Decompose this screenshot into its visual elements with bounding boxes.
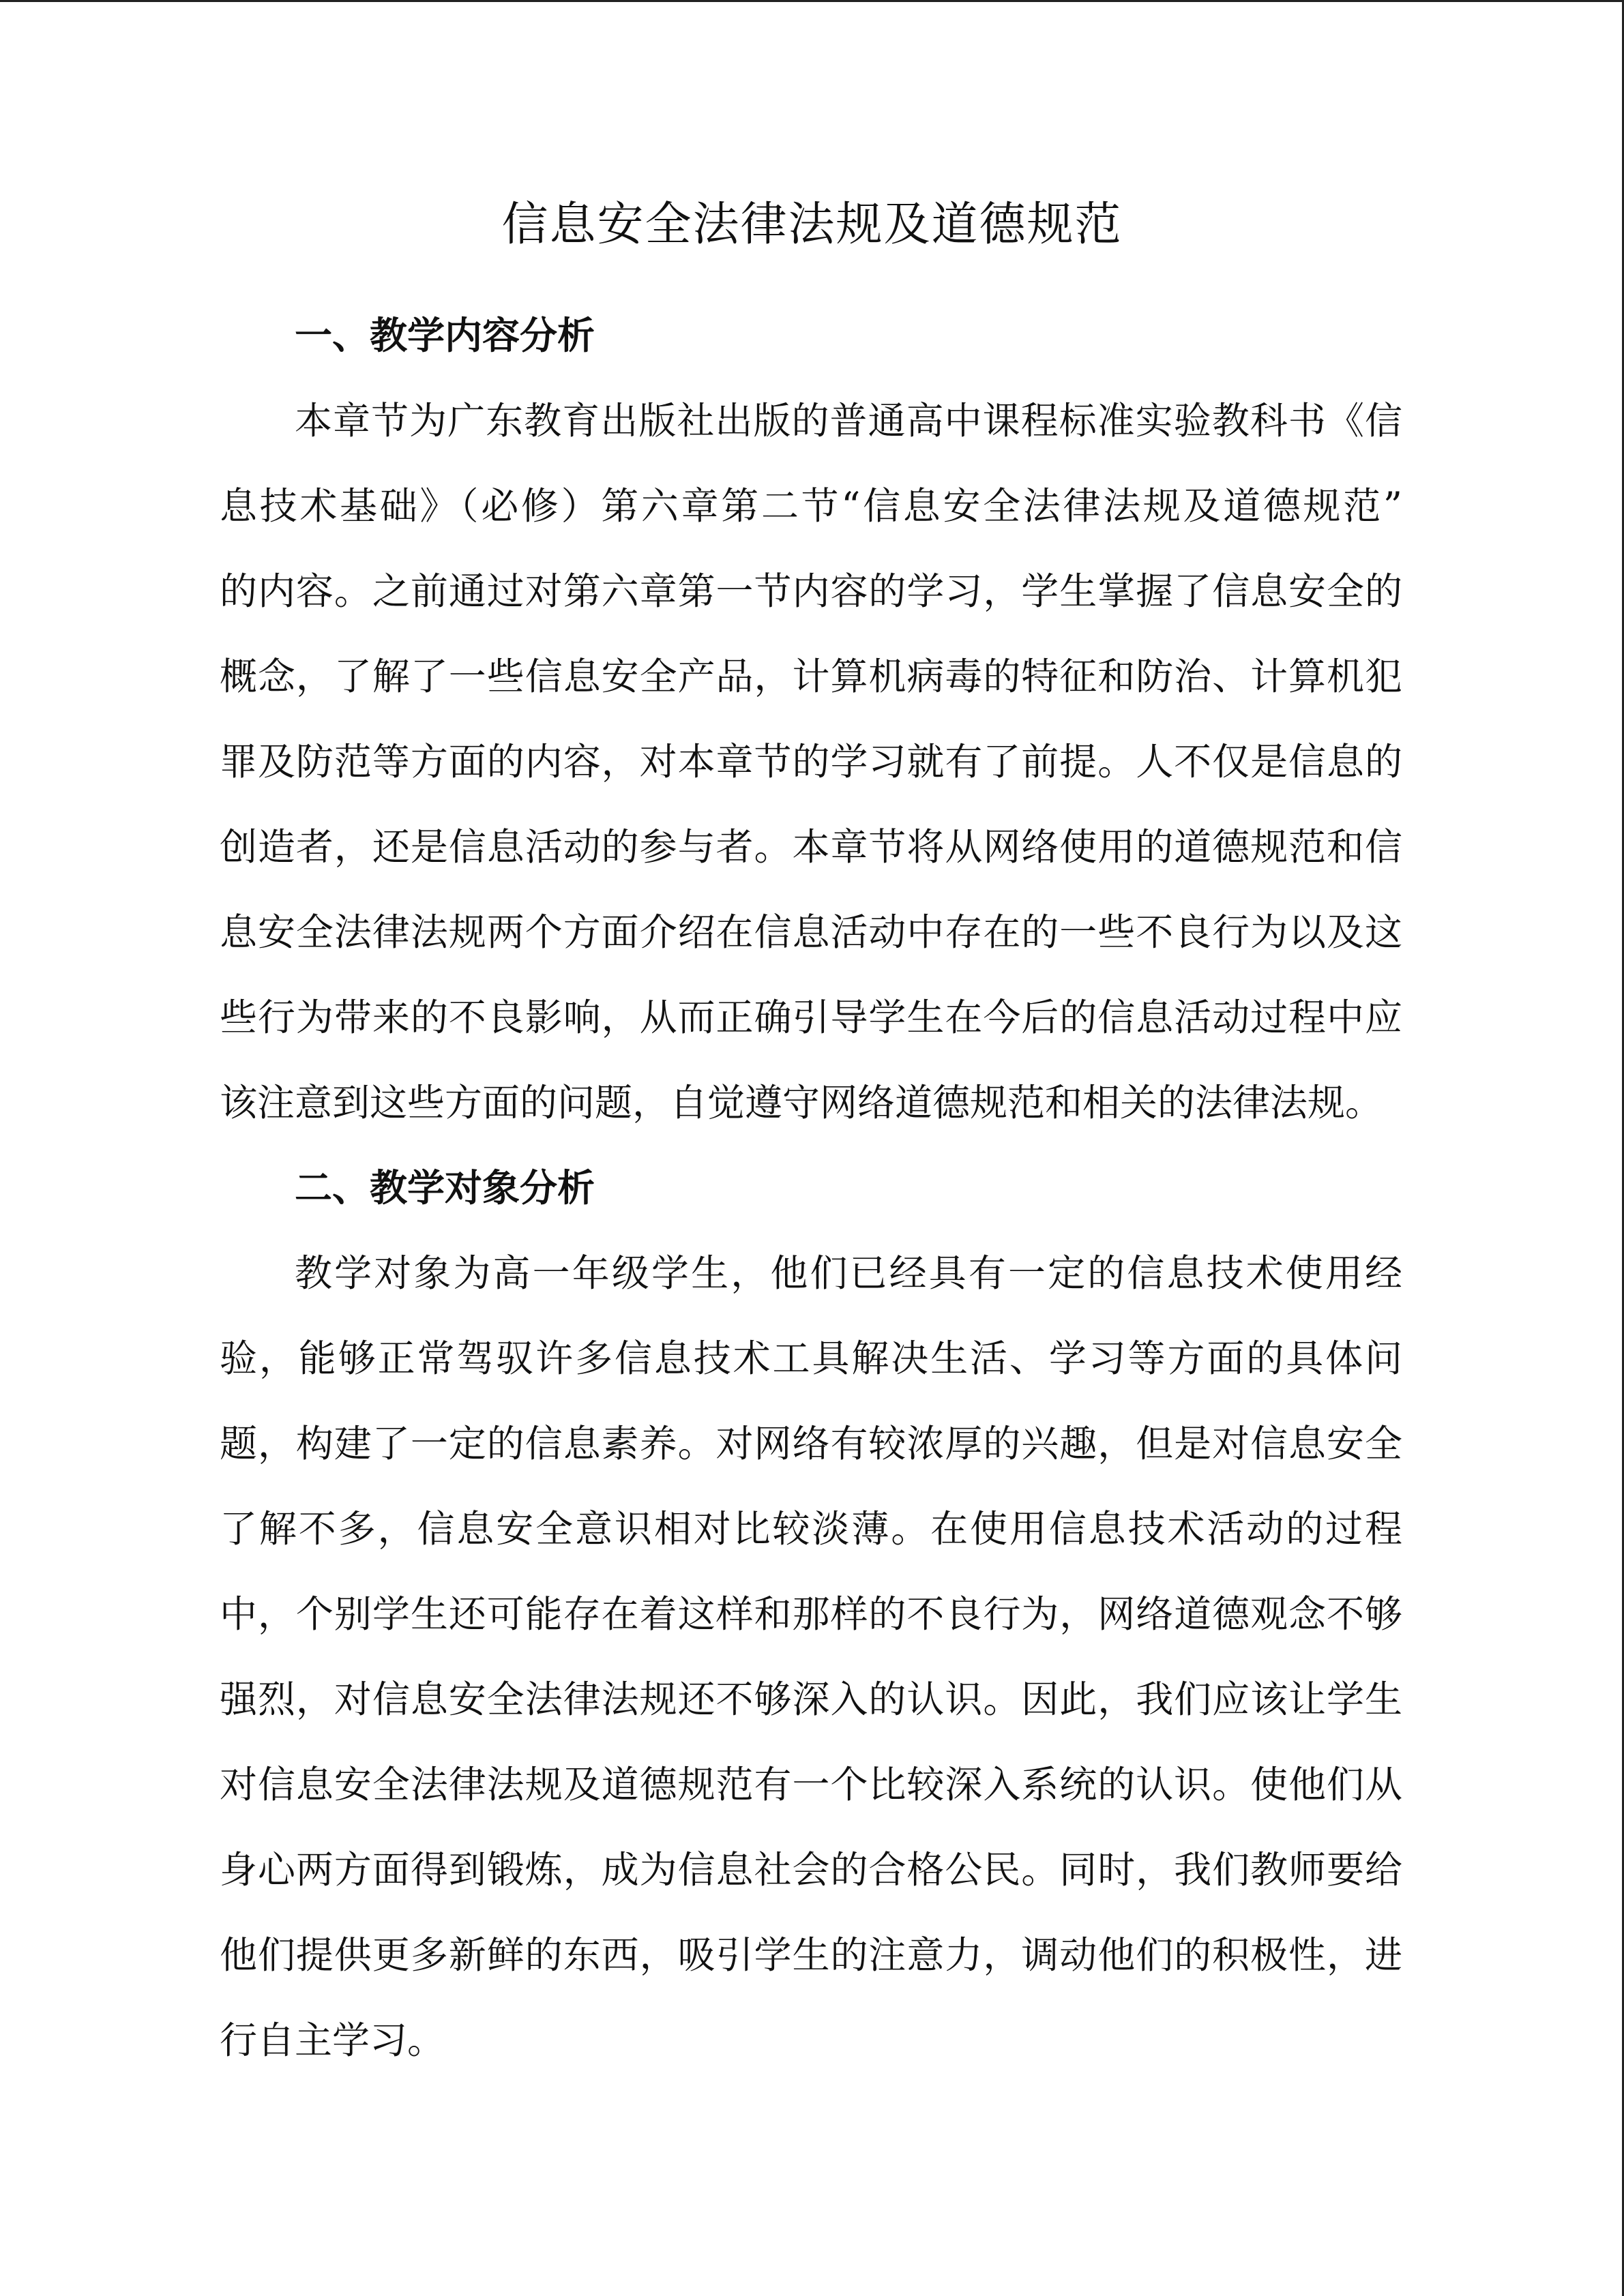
paragraph-line: 的内容。之前通过对第六章第一节内容的学习，学生掌握了信息安全的 (220, 569, 1402, 613)
document-title: 信息安全法律法规及道德规范 (501, 198, 1123, 252)
paragraph-line: 验，能够正常驾驭许多信息技术工具解决生活、学习等方面的具体问 (220, 1337, 1402, 1380)
paragraph-line: 本章节为广东教育出版社出版的普通高中课程标准实验教科书《信 (295, 399, 1402, 443)
paragraph-line: 该注意到这些方面的问题，自觉遵守网络道德规范和相关的法律法规。 (220, 1081, 1383, 1124)
paragraph-line: 题，构建了一定的信息素养。对网络有较浓厚的兴趣，但是对信息安全 (220, 1422, 1402, 1465)
paragraph-line: 罪及防范等方面的内容，对本章节的学习就有了前提。人不仅是信息的 (220, 740, 1402, 784)
paragraph-content-analysis (220, 378, 1402, 1146)
paragraph-line: 些行为带来的不良影响，从而正确引导学生在今后的信息活动过程中应 (220, 996, 1402, 1039)
paragraph-line: 创造者，还是信息活动的参与者。本章节将从网络使用的道德规范和信 (220, 825, 1402, 869)
section-heading-content-analysis: 一、教学内容分析 (295, 314, 595, 357)
paragraph-line: 他们提供更多新鲜的东西，吸引学生的注意力，调动他们的积极性，进 (220, 1933, 1402, 1977)
paragraph-line: 了解不多，信息安全意识相对比较淡薄。在使用信息技术活动的过程 (220, 1507, 1402, 1551)
paragraph-audience-analysis (220, 1231, 1402, 2083)
paragraph-line: 息技术基础》（必修）第六章第二节“信息安全法律法规及道德规范” (220, 484, 1402, 528)
document-body (220, 293, 1402, 2083)
paragraph-line: 身心两方面得到锻炼，成为信息社会的合格公民。同时，我们教师要给 (220, 1848, 1402, 1892)
paragraph-line: 对信息安全法律法规及道德规范有一个比较深入系统的认识。使他们从 (220, 1763, 1402, 1806)
section-heading-audience-analysis: 二、教学对象分析 (295, 1166, 595, 1210)
paragraph-line: 息安全法律法规两个方面介绍在信息活动中存在的一些不良行为以及这 (220, 910, 1402, 954)
paragraph-line: 强烈，对信息安全法律法规还不够深入的认识。因此，我们应该让学生 (220, 1678, 1402, 1721)
paragraph-line: 行自主学习。 (220, 2018, 445, 2062)
page-border-top (0, 0, 1624, 2)
paragraph-line: 中，个别学生还可能存在着这样和那样的不良行为，网络道德观念不够 (220, 1592, 1402, 1636)
paragraph-line: 概念，了解了一些信息安全产品，计算机病毒的特征和防治、计算机犯 (220, 655, 1402, 698)
paragraph-line: 教学对象为高一年级学生，他们已经具有一定的信息技术使用经 (295, 1251, 1402, 1295)
